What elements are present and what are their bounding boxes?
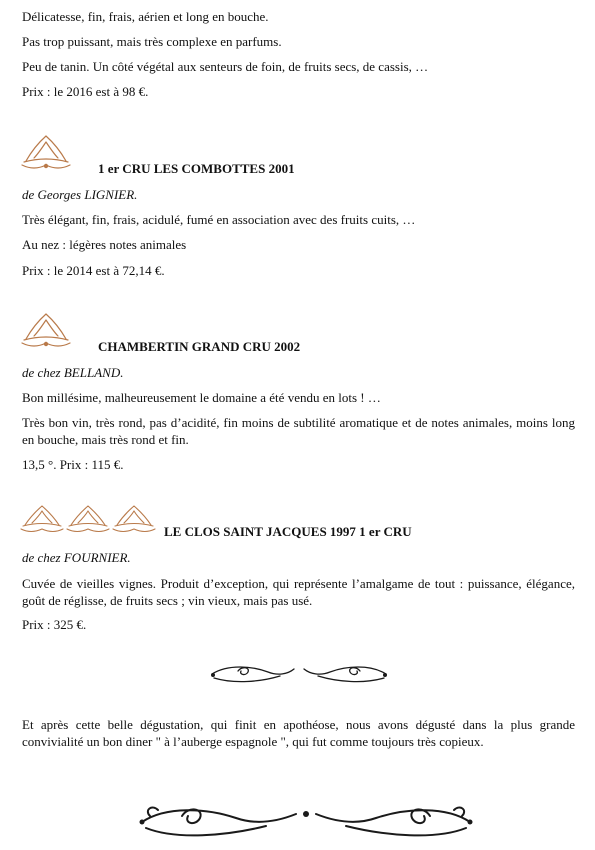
wine-1-nose: Au nez : légères notes animales	[22, 237, 187, 252]
wine-3-title: LE CLOS SAINT JACQUES 1997 1 er CRU	[164, 524, 412, 539]
wine-2-price: 13,5 °. Prix : 115 €.	[22, 457, 124, 472]
wine-1-price: Prix : le 2014 est à 72,14 €.	[22, 263, 165, 278]
wine-3-description: Cuvée de vieilles vignes. Produit d’exception, qui représente l’amalgame de tout : puissance, élégance, goût de réglisse, de fruits secs ; vin vieux, mais pas usé.	[22, 576, 575, 608]
wine-2-title: CHAMBERTIN GRAND CRU 2002	[98, 339, 301, 354]
closing-paragraph: Et après cette belle dégustation, qui finit en apothéose, nous avons dégusté dans la plus grande convivialité un bon diner " à l’auberge espagnole ", qui fut comme toujours très copieux.	[22, 717, 575, 749]
intro-price: Prix : le 2016 est à 98 €.	[22, 84, 149, 99]
fleuron-ornament-icon	[20, 312, 72, 350]
fleuron-ornament-icon	[20, 505, 160, 535]
fleuron-ornament-icon	[20, 134, 72, 172]
wine-3-producer: de chez FOURNIER.	[22, 550, 131, 565]
scroll-divider-icon	[208, 660, 390, 686]
wine-2-producer: de chez BELLAND.	[22, 365, 124, 380]
wine-1-title: 1 er CRU LES COMBOTTES 2001	[98, 161, 295, 176]
wine-2-description: Très bon vin, très rond, pas d’acidité, fin moins de subtilité aromatique et de notes animales, moins long en bouche, mais très rond et fin.	[22, 415, 575, 447]
wine-3-price: Prix : 325 €.	[22, 617, 87, 632]
intro-line-2: Pas trop puissant, mais très complexe en parfums.	[22, 34, 282, 49]
wine-1-producer: de Georges LIGNIER.	[22, 187, 138, 202]
wine-2-note: Bon millésime, malheureusement le domaine a été vendu en lots ! …	[22, 390, 381, 405]
scroll-divider-icon	[136, 800, 476, 842]
wine-1-description: Très élégant, fin, frais, acidulé, fumé en association avec des fruits cuits, …	[22, 212, 416, 227]
intro-line-1: Délicatesse, fin, frais, aérien et long en bouche.	[22, 9, 269, 24]
intro-line-3: Peu de tanin. Un côté végétal aux senteurs de foin, de fruits secs, de cassis, …	[22, 59, 429, 74]
